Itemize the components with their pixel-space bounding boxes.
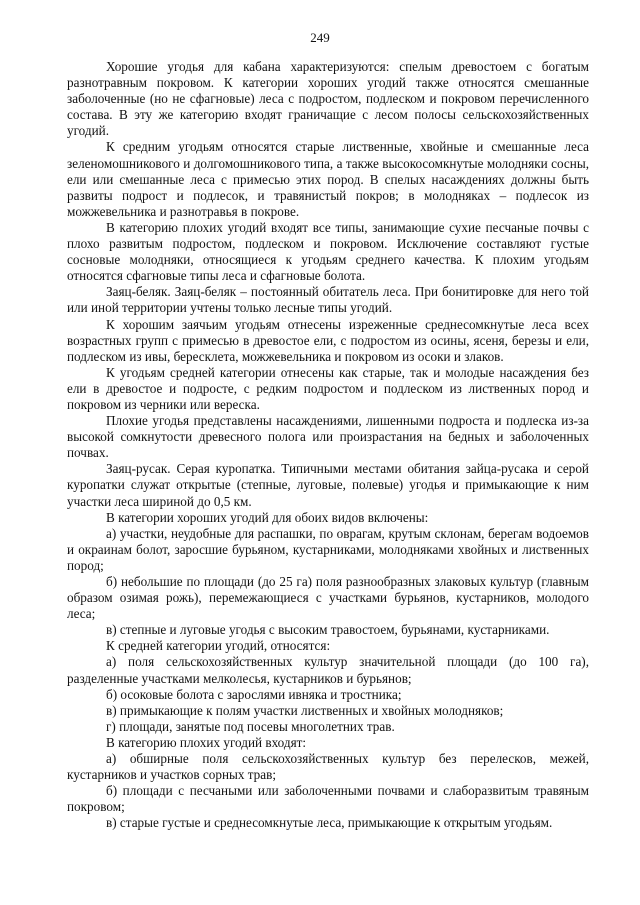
paragraph: В категории хороших угодий для обоих видов включены: (106, 509, 429, 525)
body-text (67, 59, 589, 832)
list-item: в) примыкающие к полям участки лиственных и хвойных молодняков; (106, 702, 504, 718)
list-item: б) площади с песчаными или заболоченными почвами и слаборазвитым травяным покровом; (67, 783, 589, 815)
paragraph: Плохие угодья представлены насаждениями, лишенными подроста и подлеска из-за высокой сомкнутости древесного полога или произрастания на бедных и заболоченных почвах. (67, 413, 589, 461)
paragraph: К угодьям средней категории отнесены как старые, так и молодые насаждения без ели в древостое и подросте, с редким подростом и подлеском из лиственных пород и покровом из черники или вереска. (67, 364, 589, 412)
list-item: в) старые густые и среднесомкнутые леса, примыкающие к открытым угодьям. (106, 815, 553, 831)
paragraph: Хорошие угодья для кабана характеризуются: спелым древостоем с богатым разнотравным покровом. К категории хороших угодий также относятся смешанные заболоченные (но не сфагновые) леса с подростом, подлеском и покровом перечисленного состава. В эту же категорию входят граничащие с лесом полосы сельскохозяйственных угодий. (67, 59, 589, 139)
paragraph: Заяц-беляк. Заяц-беляк – постоянный обитатель леса. При бонитировке для него той или иной территории учтены только лесные типы угодий. (67, 284, 589, 316)
list-item: в) степные и луговые угодья с высоким травостоем, бурьянами, кустарниками. (106, 622, 550, 638)
list-item: а) участки, неудобные для распашки, по оврагам, крутым склонам, берегам водоемов и окраинам болот, заросшие бурьяном, кустарниками, молодняками хвойных и лиственных пород; (67, 525, 589, 573)
paragraph: В категорию плохих угодий входят все типы, занимающие сухие песчаные почвы с плохо развитым подростом, подлеском и покровом. Исключение составляют густые сосновые молодняки, относящиеся к угодьям среднего качества. К плохим угодьям относятся сфагновые типы леса и сфагновые болота. (67, 219, 589, 284)
list-item: а) поля сельскохозяйственных культур значительной площади (до 100 га), разделенные участками мелколесья, кустарников и бурьянов; (67, 654, 589, 686)
paragraph: К средней категории угодий, относятся: (106, 638, 331, 654)
list-item: г) площади, занятые под посевы многолетних трав. (106, 718, 395, 734)
list-item: б) осоковые болота с зарослями ивняка и тростника; (106, 686, 402, 702)
paragraph: В категорию плохих угодий входят: (106, 734, 307, 750)
paragraph: К хорошим заячьим угодьям отнесены изреженные среднесомкнутые леса всех возрастных групп с примесью в древостое ели, с подростом из осины, ясеня, березы и ели, подлеском из ивы, бересклета, можжевельника и покровом из осоки и злаков. (67, 316, 589, 364)
paragraph: Заяц-русак. Серая куропатка. Типичными местами обитания зайца-русака и серой куропатки служат открытые (степные, луговые, полевые) угодья и примыкающие к ним участки леса шириной до 0,5 км. (67, 461, 589, 509)
list-item: а) обширные поля сельскохозяйственных культур без перелесков, межей, кустарников и участков сорных трав; (67, 751, 589, 783)
page-number: 249 (310, 30, 330, 45)
paragraph: К средним угодьям относятся старые лиственные, хвойные и смешанные леса зеленомошникового и долгомошникового типа, а также высокосомкнутые молодняки сосны, ели или смешанные леса с примесью этих пород. В спелых насаждениях должны быть развиты подрост и подлесок, и травянистый покров; в молодняках – подлесок из можжевельника и разнотравья в покрове. (67, 139, 589, 219)
list-item: б) небольшие по площади (до 25 га) поля разнообразных злаковых культур (главным образом озимая рожь), перемежающиеся с участками бурьянов, кустарников, молодого леса; (67, 574, 589, 622)
